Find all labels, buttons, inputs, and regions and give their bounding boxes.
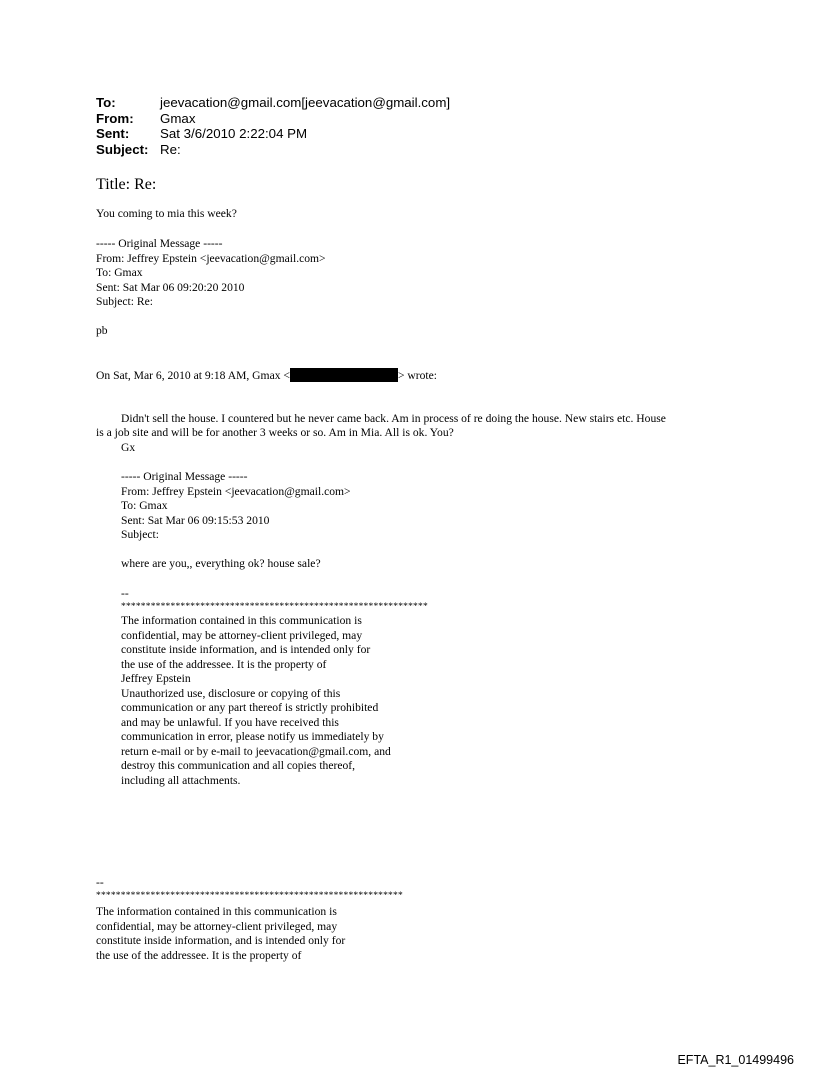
quoted-from: From: Jeffrey Epstein <jeevacation@gmail.com> xyxy=(96,251,326,265)
disclaimer-line: confidential, may be attorney-client privileged, may xyxy=(121,628,363,642)
quoted-sent: Sent: Sat Mar 06 09:20:20 2010 xyxy=(96,280,245,294)
page-title: Title: Re: xyxy=(96,176,157,193)
redaction-box xyxy=(290,368,398,382)
subject-label: Subject: xyxy=(96,141,149,157)
original-message-separator: ----- Original Message ----- xyxy=(121,470,248,483)
disclaimer-line: Jeffrey Epstein xyxy=(121,672,191,685)
disclaimer-block-2 xyxy=(96,905,345,963)
quoted-text-1: pb xyxy=(96,324,108,337)
disclaimer-line: destroy this communication and all copies thereof, xyxy=(121,759,356,772)
disclaimer-line: The information contained in this communication is xyxy=(96,905,337,918)
subject-value: Re: xyxy=(160,141,181,157)
footer-dashes: -- xyxy=(96,876,104,889)
reply-signature: Gx xyxy=(121,441,136,454)
message-text: You coming to mia this week? xyxy=(96,207,237,220)
disclaimer-line: and may be unlawful. If you have received this xyxy=(121,715,339,729)
header-from-row xyxy=(96,111,450,127)
sent-label: Sent: xyxy=(96,126,130,141)
quoted-text-2: where are you,, everything ok? house sale? xyxy=(121,557,321,570)
disclaimer-line: communication or any part thereof is strictly prohibited xyxy=(121,701,379,714)
quoted-header-2 xyxy=(121,470,351,543)
disclaimer-line: including all attachments. xyxy=(121,773,241,787)
quoted-from: From: Jeffrey Epstein <jeevacation@gmail.com> xyxy=(121,484,351,498)
quoted-header-1 xyxy=(96,237,326,310)
disclaimer-line: constitute inside information, and is intended only for xyxy=(96,934,346,947)
disclaimer-line: communication in error, please notify us immediately by xyxy=(121,730,384,743)
original-message-separator: ----- Original Message ----- xyxy=(96,237,223,250)
signature-dashes: -- xyxy=(121,587,129,600)
to-value: jeevacation@gmail.com[jeevacation@gmail.com] xyxy=(160,95,451,110)
disclaimer-line: the use of the addressee. It is the property of xyxy=(96,948,302,962)
header-to-row xyxy=(96,95,450,111)
to-label: To: xyxy=(96,95,116,110)
wrote-line xyxy=(96,368,437,384)
from-value: Gmax xyxy=(160,110,196,126)
footer-stars: ************************************************************** xyxy=(96,891,403,901)
email-header xyxy=(96,95,450,157)
from-label: From: xyxy=(96,110,134,126)
disclaimer-block-1 xyxy=(121,614,391,788)
document-id: EFTA_R1_01499496 xyxy=(677,1053,794,1067)
disclaimer-line: The information contained in this communication is xyxy=(121,614,362,627)
quoted-subject: Subject: Re: xyxy=(96,295,153,308)
quoted-to: To: Gmax xyxy=(121,499,168,512)
signature-stars: ************************************************************** xyxy=(121,602,428,612)
header-sent-row xyxy=(96,126,450,142)
disclaimer-line: confidential, may be attorney-client privileged, may xyxy=(96,919,338,933)
disclaimer-line: constitute inside information, and is intended only for xyxy=(121,643,371,656)
disclaimer-line: the use of the addressee. It is the property of xyxy=(121,657,327,671)
disclaimer-line: return e-mail or by e-mail to jeevacation@gmail.com, and xyxy=(121,744,391,758)
quoted-sent: Sent: Sat Mar 06 09:15:53 2010 xyxy=(121,513,270,527)
wrote-prefix: On Sat, Mar 6, 2010 at 9:18 AM, Gmax < xyxy=(96,369,290,382)
reply-line-2: is a job site and will be for another 3 weeks or so. Am in Mia. All is ok. You? xyxy=(96,426,454,439)
disclaimer-line: Unauthorized use, disclosure or copying of this xyxy=(121,686,341,700)
header-subject-row xyxy=(96,142,450,158)
quoted-to: To: Gmax xyxy=(96,266,143,279)
sent-value: Sat 3/6/2010 2:22:04 PM xyxy=(160,126,308,141)
quoted-subject: Subject: xyxy=(121,528,159,541)
wrote-suffix: > wrote: xyxy=(397,369,438,382)
reply-line-1: Didn't sell the house. I countered but he never came back. Am in process of re doing the house. New stairs etc. House xyxy=(121,412,666,425)
